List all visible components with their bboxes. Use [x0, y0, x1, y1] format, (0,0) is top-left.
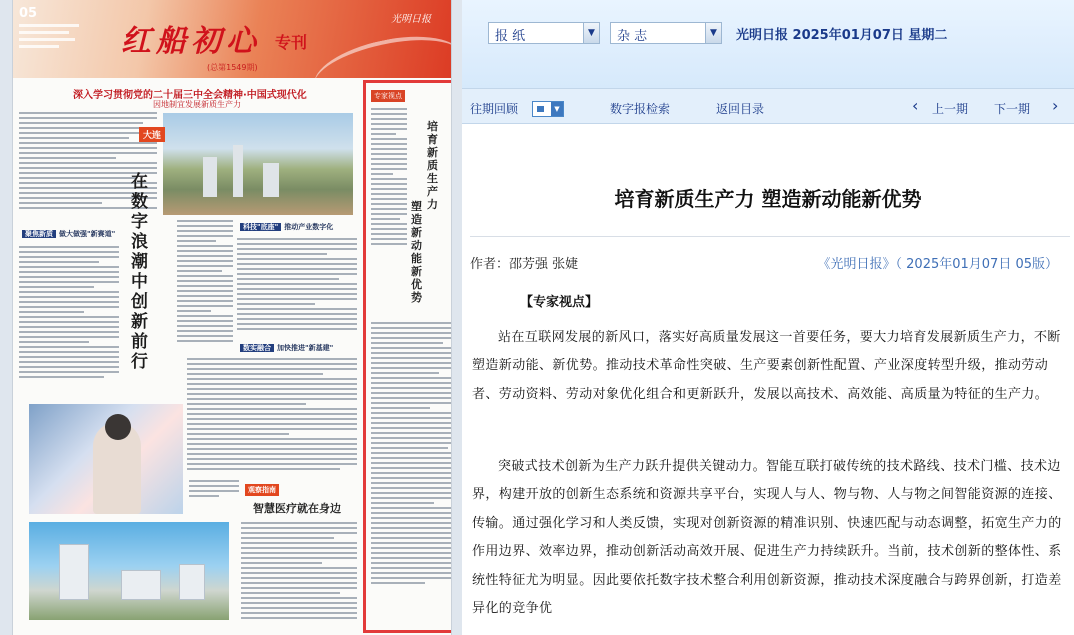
newspaper-page-panel [0, 0, 462, 635]
photo-caption [189, 480, 239, 500]
magazine-select-value: 杂 志 [617, 29, 648, 44]
article-text-block[interactable] [241, 522, 357, 622]
banner-small-text [19, 24, 89, 64]
article-paragraph: 突破式技术创新为生产力跃升提供关键动力。智能互联打破传统的技术路线、技术门槛、技术边界，构建开放的创新生态系统和资源共享平台，实现人与人、物与物、人与物之间智能资源的连接、传输。通过强化学习和人类反馈，实现对创新资源的精准识别、快速匹配与动态调整，拓宽生产力的作用边界、效率边界，推动创新活动高效开展、促进生产力持续跃升。当前，技术创新的整体性、系统性特征尤为明显。因此要依托数字技术整合利用创新资源，推动技术深度融合与跨界创新，打造差异化的竞争优 [472, 459, 1062, 617]
next-issue-link[interactable]: 下一期 [994, 102, 1031, 116]
chevron-down-icon[interactable]: ▼ [705, 23, 721, 43]
article-source-link[interactable]: 《光明日报》（ 2025年01月07日 05版） [817, 257, 1058, 272]
section-bar-1: 聚焦新质 做大做强"新赛道" [19, 228, 157, 240]
photo-building [263, 163, 279, 197]
chevron-right-icon[interactable]: › [1052, 96, 1059, 115]
newspaper-page[interactable] [12, 0, 452, 635]
banner-subtitle: 专刊 [275, 33, 308, 52]
section-label: 【专家视点】 [520, 295, 599, 310]
issue-navbar [462, 88, 1074, 124]
article-text-block[interactable] [237, 238, 357, 333]
issue-number: (总第1549期) [207, 63, 258, 72]
newspaper-select[interactable] [488, 22, 600, 44]
photo-building [233, 145, 243, 197]
chevron-left-icon[interactable]: ‹ [912, 96, 919, 115]
newspaper-select-value: 报 纸 [495, 29, 526, 44]
theme-subline: 因地制宜发展新质生产力 [153, 100, 241, 109]
magazine-select[interactable] [610, 22, 722, 44]
article-title: 培育新质生产力 塑造新动能新优势 [614, 187, 922, 211]
expert-article-subtitle[interactable]: 塑造新动能新优势 [411, 200, 422, 304]
theme-line: 深入学习贯彻党的二十届三中全会精神·中国式现代化 [73, 90, 307, 101]
building-photo[interactable] [29, 522, 229, 620]
chevron-down-icon[interactable]: ▼ [551, 102, 563, 116]
section-bar-3: 数实融合 加快推进"新基建" [237, 342, 357, 354]
prev-issue-link[interactable]: 上一期 [932, 102, 969, 116]
city-photo[interactable] [163, 113, 353, 215]
chevron-down-icon[interactable]: ▼ [583, 23, 599, 43]
photo-building [59, 544, 89, 600]
top-toolbar [462, 0, 1074, 88]
lead-headline[interactable]: 在数字浪潮中创新前行 [131, 172, 148, 372]
title-divider [470, 236, 1070, 237]
article-reader-panel [462, 0, 1074, 635]
article-text-block[interactable] [177, 220, 233, 345]
issue-date: 光明日报 2025年01月07日 星期二 [736, 28, 948, 43]
article-text-block[interactable] [187, 358, 357, 473]
article-paragraph: 站在互联网发展的新风口，落实好高质量发展这一首要任务，要大力培育发展新质生产力，不断塑造新动能、新优势。推动技术革命性突破、生产要素创新性配置、产业深度转型升级，推动劳动者、劳动资料、劳动对象优化组合和更新跃升，发展以高技术、高效能、高质量为特征的生产力。 [472, 330, 1061, 402]
calendar-icon [537, 106, 544, 112]
back-to-contents-link[interactable]: 返回目录 [716, 102, 765, 116]
location-tag: 大连 [139, 127, 165, 142]
banner-title: 红船初心 [121, 24, 261, 59]
section-bar-2: 科技"底座" 推动产业数字化 [237, 221, 357, 233]
selected-article-highlight[interactable] [363, 80, 452, 633]
past-issues-link[interactable]: 往期回顾 [470, 102, 519, 116]
expert-column-tag: 专家视点 [371, 90, 405, 102]
masthead: 光明日报 [391, 14, 431, 25]
bottom-section-tag: 观察指南 [245, 484, 279, 496]
article-author: 作者：邵芳强 张婕 [470, 257, 579, 272]
page-banner [13, 0, 452, 78]
vr-photo[interactable] [29, 404, 183, 514]
expert-article-title[interactable]: 培育新质生产力 [427, 120, 438, 211]
digital-search-link[interactable]: 数字报检索 [610, 102, 671, 116]
photo-building [203, 157, 217, 197]
bottom-headline[interactable]: 智慧医疗就在身边 [253, 502, 341, 515]
photo-vr-headset [105, 414, 131, 440]
banner-decoration [308, 25, 452, 78]
photo-building [121, 570, 161, 600]
calendar-picker[interactable] [532, 101, 564, 117]
article-text-block[interactable] [19, 246, 119, 381]
photo-building [179, 564, 205, 600]
page-number: 05 [19, 6, 38, 21]
